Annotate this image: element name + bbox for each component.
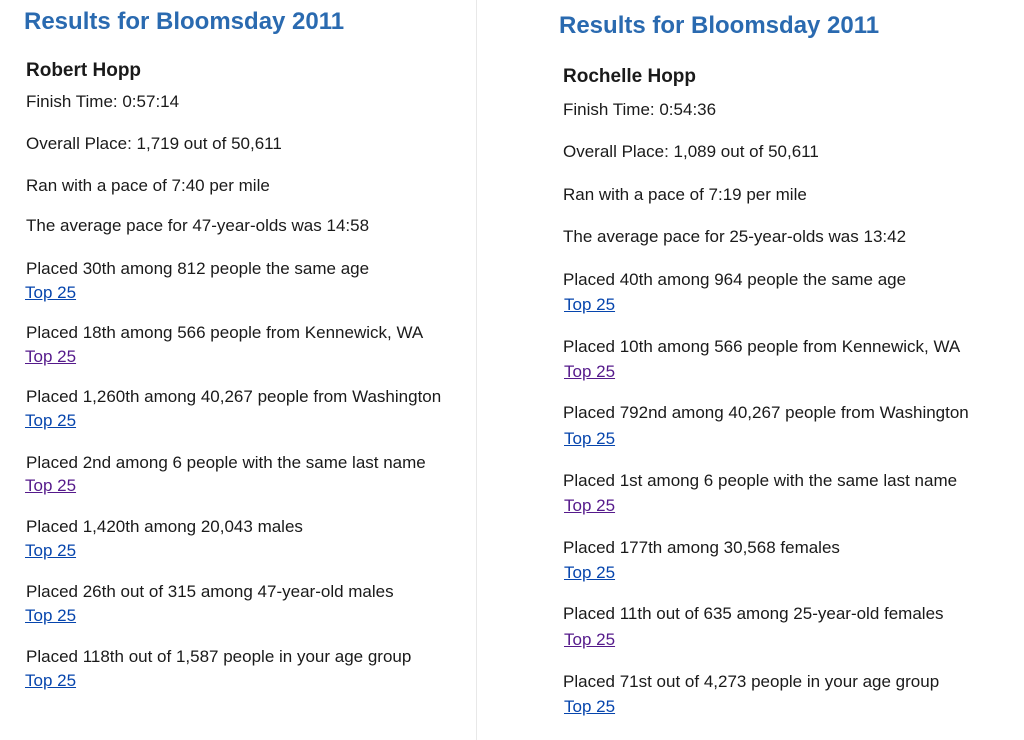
placement-text: Placed 71st out of 4,273 people in your age group [563, 672, 940, 691]
placement-text: Placed 1,260th among 40,267 people from Washington [26, 387, 442, 406]
top-25-link[interactable]: Top 25 [564, 697, 616, 716]
placement-text: Placed 10th among 566 people from Kennewick, WA [563, 337, 961, 356]
page-title: Results for Bloomsday 2011 [24, 8, 345, 35]
placement-text: Placed 18th among 566 people from Kennewick, WA [26, 323, 424, 342]
top-25-link[interactable]: Top 25 [25, 606, 77, 625]
placement-text: Placed 11th out of 635 among 25-year-old females [563, 604, 944, 623]
top-25-link[interactable]: Top 25 [564, 295, 616, 314]
top-25-link[interactable]: Top 25 [564, 630, 616, 649]
top-25-link[interactable]: Top 25 [25, 347, 77, 366]
top-25-link[interactable]: Top 25 [564, 362, 616, 381]
top-25-link[interactable]: Top 25 [25, 671, 77, 690]
pace-text: Ran with a pace of 7:19 per mile [563, 185, 807, 204]
placement-text: Placed 1st among 6 people with the same last name [563, 471, 958, 490]
placement-text: Placed 177th among 30,568 females [563, 538, 840, 557]
average-pace-text: The average pace for 25-year-olds was 13:42 [563, 227, 907, 246]
placement-text: Placed 40th among 964 people the same age [563, 270, 907, 289]
placement-text: Placed 30th among 812 people the same age [26, 259, 370, 278]
average-pace-text: The average pace for 47-year-olds was 14:58 [26, 216, 370, 235]
top-25-link[interactable]: Top 25 [564, 563, 616, 582]
placement-text: Placed 792nd among 40,267 people from Washington [563, 403, 969, 422]
runner-name: Rochelle Hopp [563, 66, 697, 87]
overall-place: Overall Place: 1,719 out of 50,611 [26, 134, 282, 153]
runner-name: Robert Hopp [26, 60, 142, 81]
finish-time: Finish Time: 0:54:36 [563, 100, 717, 119]
top-25-link[interactable]: Top 25 [25, 283, 77, 302]
top-25-link[interactable]: Top 25 [25, 541, 77, 560]
top-25-link[interactable]: Top 25 [25, 411, 77, 430]
finish-time: Finish Time: 0:57:14 [26, 92, 180, 111]
placement-text: Placed 1,420th among 20,043 males [26, 517, 303, 536]
page-title: Results for Bloomsday 2011 [559, 12, 880, 39]
pace-text: Ran with a pace of 7:40 per mile [26, 176, 270, 195]
placement-text: Placed 118th out of 1,587 people in your age group [26, 647, 412, 666]
top-25-link[interactable]: Top 25 [25, 476, 77, 495]
overall-place: Overall Place: 1,089 out of 50,611 [563, 142, 819, 161]
panel-divider [476, 0, 477, 740]
top-25-link[interactable]: Top 25 [564, 496, 616, 515]
placement-text: Placed 2nd among 6 people with the same last name [26, 453, 426, 472]
placement-text: Placed 26th out of 315 among 47-year-old males [26, 582, 394, 601]
top-25-link[interactable]: Top 25 [564, 429, 616, 448]
